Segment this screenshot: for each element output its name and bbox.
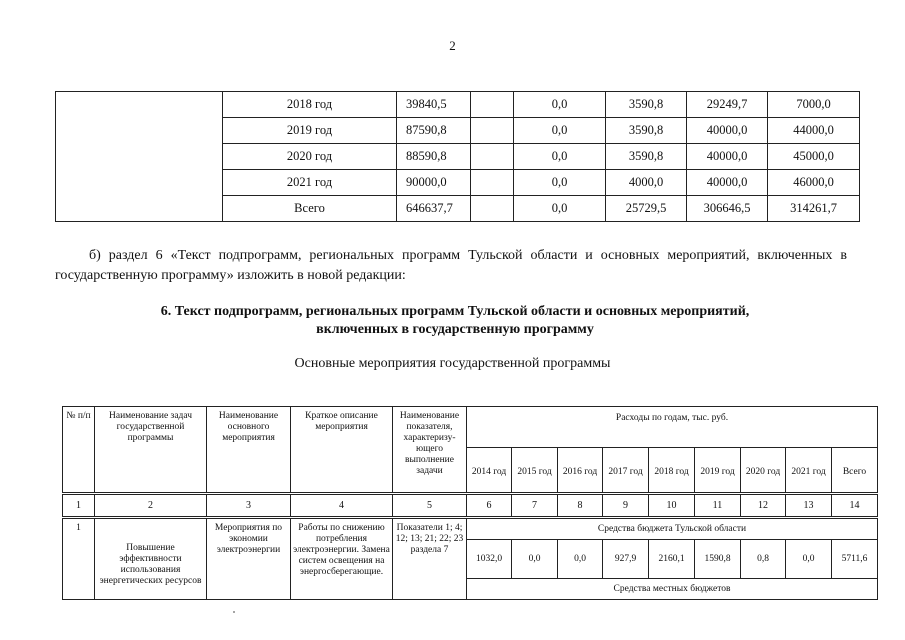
column-index: 14 [832, 494, 878, 518]
header-expenses: Расходы по годам, тыс. руб. [467, 407, 878, 448]
empty-cell [471, 196, 514, 222]
main-events-table [62, 406, 878, 600]
empty-cell [471, 144, 514, 170]
row1-event: Мероприятия по экономии электроэнергии [207, 518, 291, 600]
year-cell: 2020 год [223, 144, 397, 170]
budget-cell: 3590,8 [606, 92, 687, 118]
expense-value: 5711,6 [832, 540, 878, 579]
row1-source-local: Средства местных бюджетов [467, 579, 878, 600]
row1-description: Работы по снижению потребления электроэнергии. Замена систем освещения на энергосберегающие. [291, 518, 393, 600]
expense-value: 927,9 [603, 540, 649, 579]
federal-cell: 0,0 [514, 144, 606, 170]
federal-cell: 0,0 [514, 92, 606, 118]
empty-cell [471, 118, 514, 144]
sub-title: Основные мероприятия государственной программы [294, 356, 611, 371]
federal-cell: 0,0 [514, 196, 606, 222]
year-cell: Всего [223, 196, 397, 222]
local-cell: 7000,0 [768, 92, 860, 118]
expense-value: 1032,0 [467, 540, 512, 579]
row1-indicators: Показатели 1; 4; 12; 13; 21; 22; 23 раздела 7 [393, 518, 467, 600]
total-cell: 88590,8 [397, 144, 471, 170]
year-header: 2018 год [649, 448, 695, 494]
local-cell: 46000,0 [768, 170, 860, 196]
budget-cell: 4000,0 [606, 170, 687, 196]
column-index: 4 [291, 494, 393, 518]
header-description: Краткое описание мероприятия [291, 407, 393, 494]
expense-value: 0,0 [512, 540, 558, 579]
total-cell: 39840,5 [397, 92, 471, 118]
federal-cell: 0,0 [514, 170, 606, 196]
budget-cell: 3590,8 [606, 118, 687, 144]
column-index: 8 [558, 494, 603, 518]
year-cell: 2021 год [223, 170, 397, 196]
regional-cell: 306646,5 [687, 196, 768, 222]
empty-cell [471, 170, 514, 196]
total-cell: 646637,7 [397, 196, 471, 222]
row1-source-regional: Средства бюджета Тульской области [467, 518, 878, 540]
header-tasks: Наименование задач государственной программы [95, 407, 207, 494]
column-index: 6 [467, 494, 512, 518]
page-number: 2 [449, 38, 456, 53]
year-cell: 2019 год [223, 118, 397, 144]
regional-cell: 29249,7 [687, 92, 768, 118]
local-cell: 314261,7 [768, 196, 860, 222]
regional-cell: 40000,0 [687, 144, 768, 170]
financing-row [56, 92, 860, 118]
expense-value: 0,8 [741, 540, 786, 579]
amendment-paragraph: б) раздел 6 «Текст подпрограмм, региональных программ Тульской области и основных мероприятий, включенных в государственную программу» изложить в новой редакции: [55, 248, 847, 283]
local-cell: 45000,0 [768, 144, 860, 170]
header-indicators: Наименование показателя, характеризу-ющего выполнение задачи [393, 407, 467, 494]
year-header: 2016 год [558, 448, 603, 494]
total-cell: 90000,0 [397, 170, 471, 196]
expense-value: 2160,1 [649, 540, 695, 579]
blank-cell [56, 92, 223, 222]
column-index: 7 [512, 494, 558, 518]
year-header: Всего [832, 448, 878, 494]
row1-task: Повышение эффективности использования энергетических ресурсов [95, 518, 207, 600]
row1-num: 1 [63, 518, 95, 600]
regional-cell: 40000,0 [687, 118, 768, 144]
local-cell: 44000,0 [768, 118, 860, 144]
header-num: № п/п [63, 407, 95, 494]
year-header: 2020 год [741, 448, 786, 494]
year-header: 2015 год [512, 448, 558, 494]
regional-cell: 40000,0 [687, 170, 768, 196]
column-index: 3 [207, 494, 291, 518]
empty-cell [471, 92, 514, 118]
year-header: 2021 год [786, 448, 832, 494]
budget-cell: 3590,8 [606, 144, 687, 170]
budget-cell: 25729,5 [606, 196, 687, 222]
column-index: 1 [63, 494, 95, 518]
section-title-line1: 6. Текст подпрограмм, региональных программ Тульской области и основных мероприятий, [160, 304, 750, 319]
header-event: Наименование основного мероприятия [207, 407, 291, 494]
column-index: 10 [649, 494, 695, 518]
federal-cell: 0,0 [514, 118, 606, 144]
section-title [55, 303, 855, 339]
section-title-line2: включенных в государственную программу [316, 322, 594, 337]
expense-value: 0,0 [558, 540, 603, 579]
year-header: 2014 год [467, 448, 512, 494]
financing-table [55, 91, 860, 222]
year-header: 2017 год [603, 448, 649, 494]
column-index: 11 [695, 494, 741, 518]
year-cell: 2018 год [223, 92, 397, 118]
column-index: 12 [741, 494, 786, 518]
column-index: 5 [393, 494, 467, 518]
column-index: 9 [603, 494, 649, 518]
column-index: 2 [95, 494, 207, 518]
column-index: 13 [786, 494, 832, 518]
scan-artifact [233, 611, 235, 613]
year-header: 2019 год [695, 448, 741, 494]
total-cell: 87590,8 [397, 118, 471, 144]
expense-value: 1590,8 [695, 540, 741, 579]
expense-value: 0,0 [786, 540, 832, 579]
